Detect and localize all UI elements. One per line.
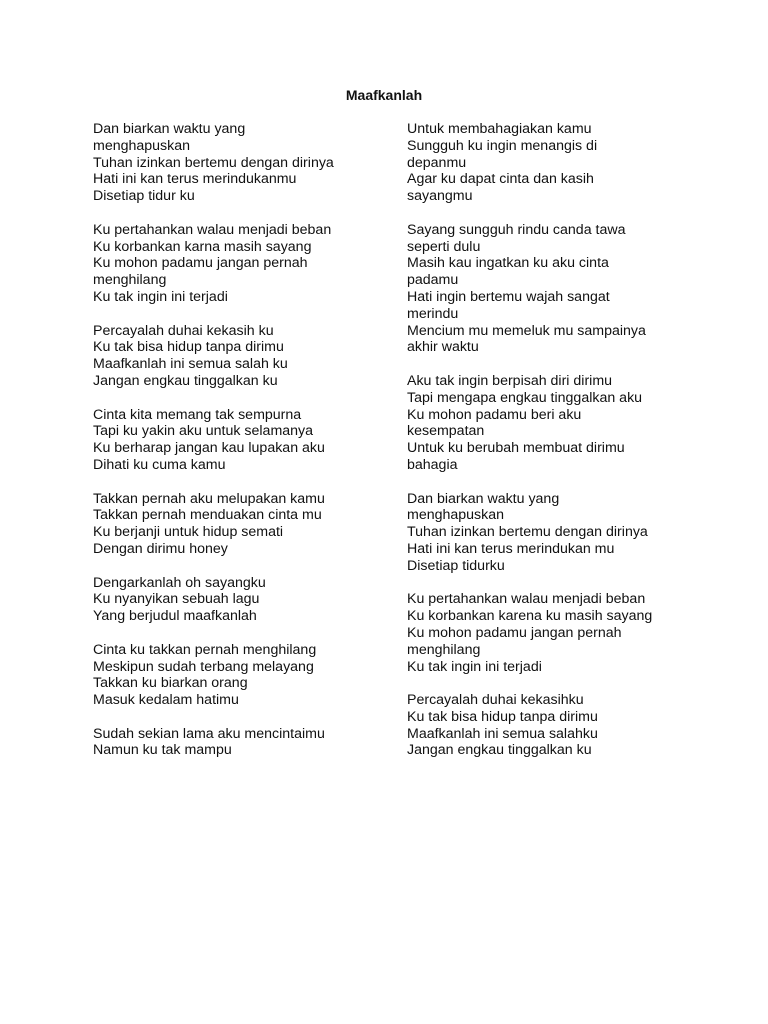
stanza (407, 373, 707, 474)
lyric-line: Sayang sungguh rindu canda tawa (407, 221, 626, 238)
stanza (93, 726, 393, 760)
lyric-line: merindu (407, 305, 459, 322)
lyric-line: Maafkanlah ini semua salahku (407, 725, 598, 742)
lyric-line: menghapuskan (407, 507, 505, 524)
lyric-line: Ku tak ingin ini terjadi (407, 658, 542, 675)
lyric-line: Sungguh ku ingin menangis di (407, 137, 598, 154)
lyric-line: menghilang (93, 272, 167, 289)
lyric-line: Maafkanlah ini semua salah ku (93, 356, 288, 373)
lyrics-right-column (407, 121, 707, 776)
lyric-line: Takkan pernah aku melupakan kamu (93, 490, 325, 507)
stanza (93, 575, 393, 625)
lyric-line: Masuk kedalam hatimu (93, 692, 239, 709)
stanza (93, 407, 393, 474)
lyric-line: Yang berjudul maafkanlah (93, 608, 257, 625)
lyric-line: Disetiap tidurku (407, 557, 505, 574)
lyric-line: Ku berharap jangan kau lupakan aku (93, 440, 325, 457)
lyric-line: Jangan engkau tinggalkan ku (93, 372, 278, 389)
lyric-line: Agar ku dapat cinta dan kasih (407, 171, 594, 188)
stanza (93, 222, 393, 306)
lyric-line: Cinta kita memang tak sempurna (93, 406, 302, 423)
stanza (407, 692, 707, 759)
lyric-line: bahagia (407, 456, 458, 473)
lyric-line: depanmu (407, 154, 467, 171)
lyric-line: menghilang (407, 641, 481, 658)
stanza (93, 491, 393, 558)
lyric-line: Takkan pernah menduakan cinta mu (93, 507, 322, 524)
lyric-line: Takkan ku biarkan orang (93, 675, 248, 692)
stanza (93, 642, 393, 709)
lyric-line: Dan biarkan waktu yang (93, 121, 246, 137)
song-title: Maafkanlah (345, 87, 423, 103)
lyric-line: Cinta ku takkan pernah menghilang (93, 641, 317, 658)
lyric-line: Percayalah duhai kekasih ku (93, 322, 274, 339)
lyric-line: Jangan engkau tinggalkan ku (407, 742, 592, 759)
lyric-line: Untuk membahagiakan kamu (407, 121, 592, 137)
lyric-line: Tapi ku yakin aku untuk selamanya (93, 423, 314, 440)
lyric-line: Tuhan izinkan bertemu dengan dirinya (407, 524, 648, 541)
lyric-line: Ku mohon padamu jangan pernah (93, 255, 308, 272)
lyric-line: Sudah sekian lama aku mencintaimu (93, 725, 325, 742)
lyric-line: kesempatan (407, 423, 485, 440)
lyric-line: Masih kau ingatkan ku aku cinta (407, 255, 609, 272)
stanza (93, 121, 393, 205)
lyric-line: seperti dulu (407, 238, 481, 255)
stanza (407, 491, 707, 575)
lyric-line: Namun ku tak mampu (93, 742, 232, 759)
lyric-line: Aku tak ingin berpisah diri dirimu (407, 372, 613, 389)
lyric-line: Untuk ku berubah membuat dirimu (407, 440, 625, 457)
lyric-line: Ku korbankan karena ku masih sayang (407, 608, 653, 625)
lyric-line: akhir waktu (407, 339, 479, 356)
lyric-line: Ku berjanji untuk hidup semati (93, 524, 284, 541)
lyric-line: Ku tak ingin ini terjadi (93, 288, 228, 305)
lyric-line: Mencium mu memeluk mu sampainya (407, 322, 646, 339)
lyrics-left-column (93, 121, 393, 776)
lyric-line: Hati ingin bertemu wajah sangat (407, 288, 610, 305)
stanza (93, 323, 393, 390)
lyric-line: Dan biarkan waktu yang (407, 490, 560, 507)
lyric-line: sayangmu (407, 188, 473, 205)
lyric-line: Ku pertahankan walau menjadi beban (407, 591, 646, 608)
lyric-line: Ku mohon padamu beri aku (407, 406, 582, 423)
lyric-line: padamu (407, 272, 459, 289)
lyric-line: Dihati ku cuma kamu (93, 456, 226, 473)
lyric-line: Hati ini kan terus merindukan mu (407, 540, 615, 557)
lyric-line: Hati ini kan terus merindukanmu (93, 171, 297, 188)
lyric-line: Ku pertahankan walau menjadi beban (93, 221, 332, 238)
stanza (407, 121, 707, 205)
stanza (407, 591, 707, 675)
lyric-line: Ku korbankan karna masih sayang (93, 238, 312, 255)
stanza (407, 222, 707, 356)
lyric-line: Ku nyanyikan sebuah lagu (93, 591, 260, 608)
lyric-line: Tuhan izinkan bertemu dengan dirinya (93, 154, 334, 171)
lyric-line: Dengan dirimu honey (93, 540, 228, 557)
lyric-line: Ku tak bisa hidup tanpa dirimu (407, 708, 598, 725)
lyric-line: Ku tak bisa hidup tanpa dirimu (93, 339, 284, 356)
lyric-line: Disetiap tidur ku (93, 188, 195, 205)
lyric-line: Ku mohon padamu jangan pernah (407, 624, 622, 641)
lyric-line: menghapuskan (93, 137, 191, 154)
lyric-line: Dengarkanlah oh sayangku (93, 574, 266, 591)
lyric-line: Percayalah duhai kekasihku (407, 692, 584, 709)
lyric-line: Tapi mengapa engkau tinggalkan aku (407, 389, 643, 406)
lyric-line: Meskipun sudah terbang melayang (93, 658, 314, 675)
